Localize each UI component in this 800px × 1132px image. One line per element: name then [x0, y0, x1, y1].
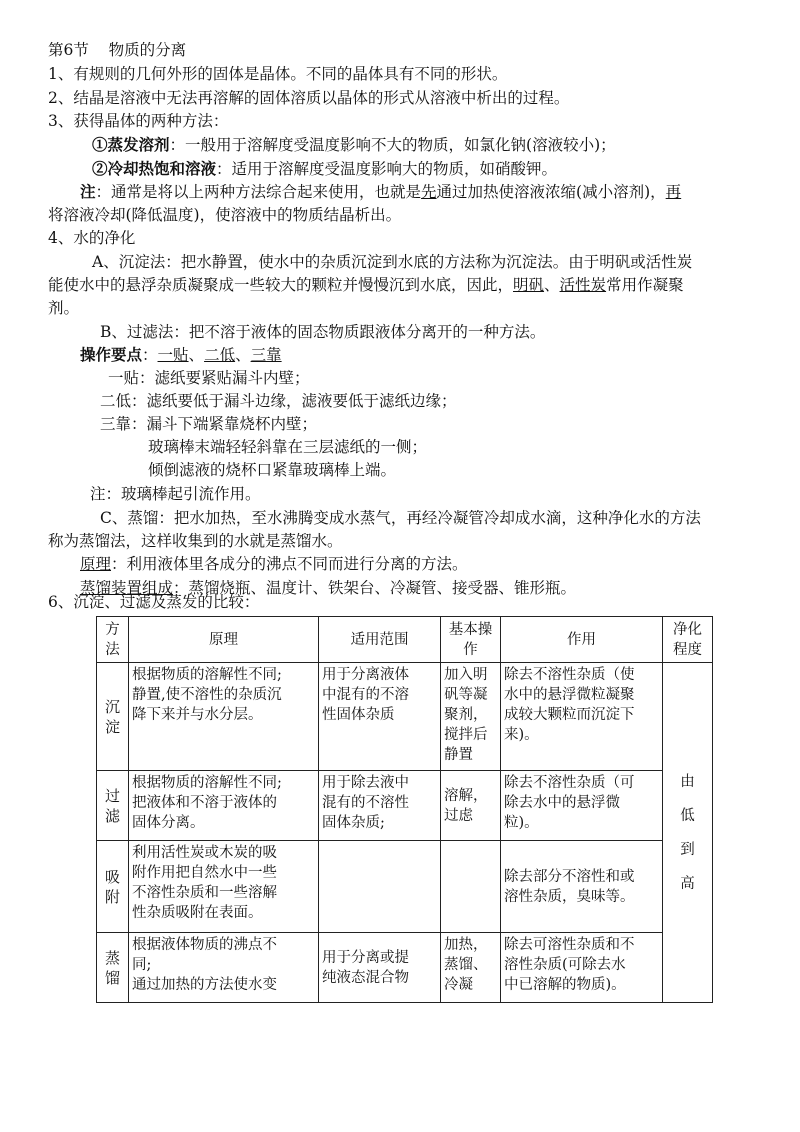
paragraph-3: 3、获得晶体的两种方法： — [48, 112, 229, 130]
method-evaporation-body: ：一般用于溶解度受温度影响不大的物质，如氯化钠(溶液较小)； — [169, 136, 616, 154]
sedimentation-line1: A、沉淀法：把水静置，使水中的杂质沉淀到水底的方法称为沉淀法。由于明矾或活性炭 — [92, 253, 693, 271]
row-effect: 除去不溶性杂质（可 除去水中的悬浮微 粒)。 — [501, 771, 663, 841]
paragraph-1: 1、有规则的几何外形的固体是晶体。不同的晶体具有不同的形状。 — [48, 65, 508, 83]
rule-one-stick: 一贴：滤纸要紧贴漏斗内壁； — [108, 369, 310, 387]
row-principle: 根据物质的溶解性不同; 把液体和不溶于液体的 固体分离。 — [129, 771, 319, 841]
row-operation: 加入明 矾等凝 聚剂， 搅拌后 静置 — [441, 663, 501, 771]
note-label: 注 — [80, 182, 96, 201]
comparison-table — [96, 616, 713, 1003]
row-principle: 根据物质的溶解性不同; 静置,使不溶性的杂质沉 降下来并与水分层。 — [129, 663, 319, 771]
row-operation: 加热， 蒸馏、 冷凝 — [441, 933, 501, 1003]
row-method: 吸 附 — [97, 841, 129, 933]
row-principle: 利用活性炭或木炭的吸 附作用把自然水中一些 不溶性杂质和一些溶解 性杂质吸附在表面。 — [129, 841, 319, 933]
section-heading: 物质的分离 — [108, 41, 187, 59]
rule-two-low: 二低：滤纸要低于漏斗边缘，滤液要低于滤纸边缘； — [100, 392, 457, 410]
distillation-principle: 原理：利用液体里各成分的沸点不同而进行分离的方法。 — [80, 555, 468, 573]
row-effect: 除去不溶性杂质（使 水中的悬浮微粒凝聚 成较大颗粒而沉淀下 来)。 — [501, 663, 663, 771]
method-cooling — [92, 159, 557, 179]
rule-three-lean: 三靠：漏斗下端紧靠烧杯内壁； — [100, 415, 318, 433]
paragraph-6: 6、沉淀、过滤及蒸发的比较： — [48, 593, 260, 611]
row-effect: 除去部分不溶性和或 溶性杂质，臭味等。 — [501, 841, 663, 933]
row-operation: 溶解， 过虑 — [441, 771, 501, 841]
row-operation — [441, 841, 501, 933]
header-effect: 作用 — [501, 617, 663, 663]
note-crystallization: 注：通常是将以上两种方法综合起来使用，也就是先通过加热使溶液浓缩(减小溶剂)，再 — [80, 182, 682, 201]
table-row — [97, 933, 713, 1003]
row-scope: 用于分离液体 中混有的不溶 性固体杂质 — [319, 663, 441, 771]
row-method: 过 滤 — [97, 771, 129, 841]
row-scope: 用于分离或提 纯液态混合物 — [319, 933, 441, 1003]
operation-points: 操作要点：一贴、二低、三靠 — [80, 345, 282, 364]
method-cooling-body: ：适用于溶解度受温度影响大的物质，如硝酸钾。 — [216, 160, 558, 178]
note-crystallization-line2: 将溶液冷却(降低温度)，使溶液中的物质结晶析出。 — [48, 206, 402, 224]
table-row — [97, 663, 713, 771]
section-number: 第6节 — [48, 41, 89, 59]
paragraph-2: 2、结晶是溶液中无法再溶解的固体溶质以晶体的形式从溶液中析出的过程。 — [48, 89, 570, 107]
method-evaporation — [92, 135, 616, 155]
row-scope — [319, 841, 441, 933]
header-method: 方 法 — [97, 617, 129, 663]
purification-degree: 由 低 到 高 — [663, 663, 713, 1003]
sedimentation-line3: 剂。 — [48, 299, 80, 317]
row-scope: 用于除去液中 混有的不溶性 固体杂质; — [319, 771, 441, 841]
distillation-line1: C、蒸馏：把水加热，至水沸腾变成水蒸气，再经冷凝管冷却成水滴，这种净化水的方法 — [100, 509, 701, 527]
rule-three-lean-3: 倾倒滤液的烧杯口紧靠玻璃棒上端。 — [148, 461, 397, 479]
row-method: 沉 淀 — [97, 663, 129, 771]
row-method: 蒸 馏 — [97, 933, 129, 1003]
table-row — [97, 771, 713, 841]
distillation-line2: 称为蒸馏法，这样收集到的水就是蒸馏水。 — [48, 532, 343, 550]
method-evaporation-head: ①蒸发溶剂 — [92, 135, 170, 154]
method-cooling-head: ②冷却热饱和溶液 — [92, 159, 217, 178]
filtration-line: B、过滤法：把不溶于液体的固态物质跟液体分离开的一种方法。 — [100, 323, 546, 341]
sedimentation-line2: 能使水中的悬浮杂质凝聚成一些较大的颗粒并慢慢沉到水底，因此，明矾、活性炭常用作凝聚 — [48, 276, 684, 294]
rule-three-lean-2: 玻璃棒末端轻轻斜靠在三层滤纸的一侧； — [148, 438, 428, 456]
row-principle: 根据液体物质的沸点不 同; 通过加热的方法使水变 — [129, 933, 319, 1003]
paragraph-4: 4、水的净化 — [48, 229, 136, 247]
header-operation: 基本操 作 — [441, 617, 501, 663]
header-degree: 净化 程度 — [663, 617, 713, 663]
header-principle: 原理 — [129, 617, 319, 663]
distillation-apparatus: 蒸馏装置组成：蒸馏烧瓶、温度计、铁架台、冷凝管、接受器、锥形瓶。 — [80, 579, 577, 597]
row-effect: 除去可溶性杂质和不 溶性杂质(可除去水 中已溶解的物质)。 — [501, 933, 663, 1003]
table-row — [97, 841, 713, 933]
note-glass-rod: 注：玻璃棒起引流作用。 — [90, 485, 261, 503]
header-scope: 适用范围 — [319, 617, 441, 663]
section-title — [48, 40, 186, 60]
table-header-row — [97, 617, 713, 663]
